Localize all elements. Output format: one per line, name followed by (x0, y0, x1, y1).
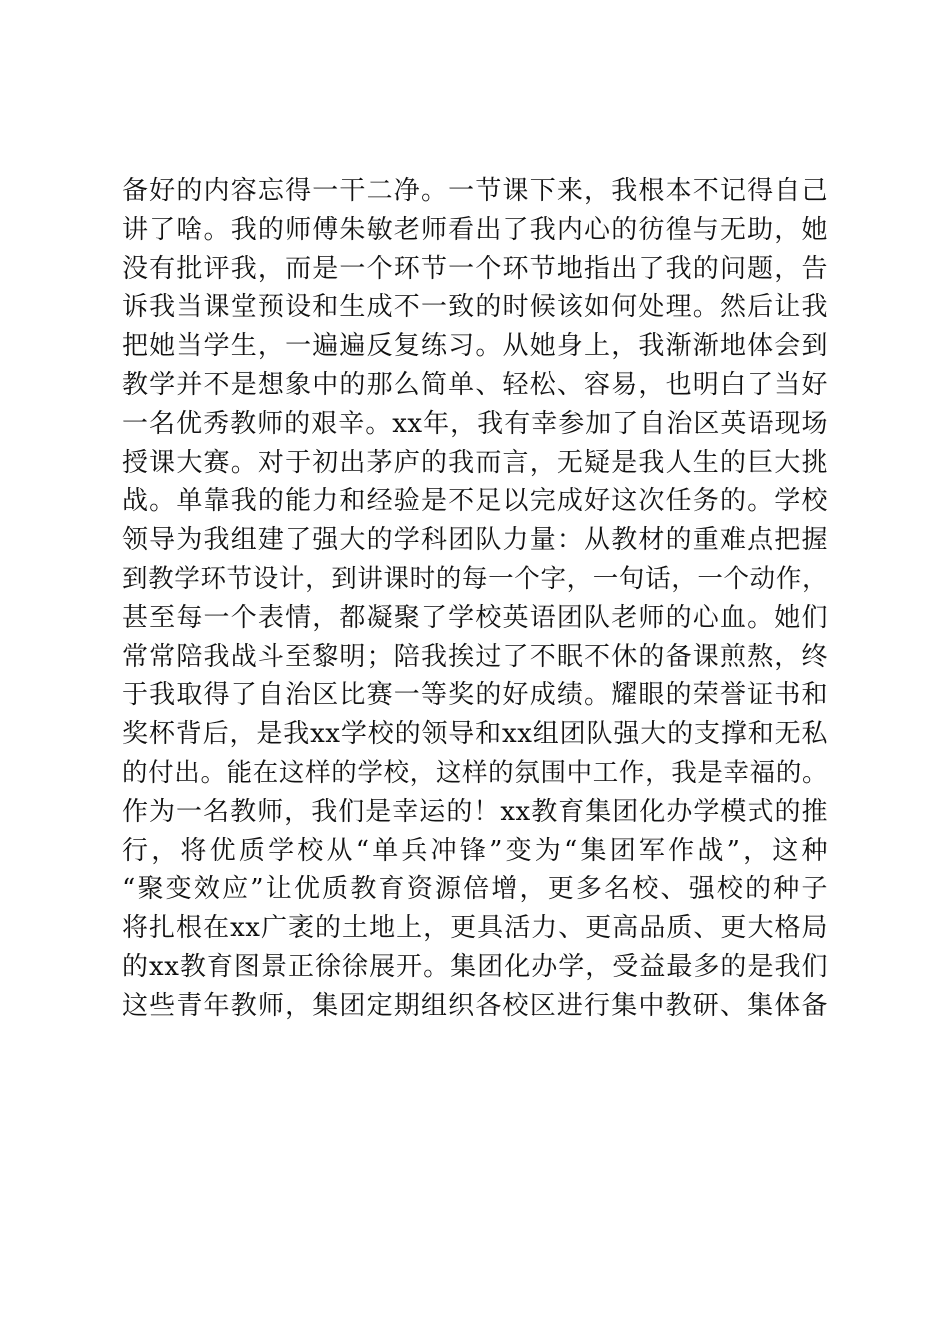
text-line: 甚至每一个表情，都凝聚了学校英语团队老师的心血。她们 (122, 602, 828, 633)
text-line: 备好的内容忘得一干二净。一节课下来，我根本不记得自己 (122, 176, 828, 206)
text-line: 诉我当课堂预设和生成不一致的时候该如何处理。然后让我 (122, 292, 828, 323)
text-line: 奖杯背后，是我xx学校的领导和xx组团队强大的支撑和无私 (122, 719, 828, 750)
text-line: 一名优秀教师的艰辛。xx年，我有幸参加了自治区英语现场 (122, 408, 828, 439)
text-line: 作为一名教师，我们是幸运的！xx教育集团化办学模式的推 (122, 796, 828, 827)
text-line: 教学并不是想象中的那么简单、轻松、容易，也明白了当好 (122, 369, 828, 400)
body-text (122, 172, 828, 1026)
text-line: 常常陪我战斗至黎明；陪我挨过了不眠不休的备课煎熬，终 (122, 641, 828, 672)
text-line: 战。单靠我的能力和经验是不足以完成好这次任务的。学校 (122, 486, 828, 517)
text-line: 讲了啥。我的师傅朱敏老师看出了我内心的彷徨与无助，她 (122, 214, 828, 245)
text-line: 的xx教育图景正徐徐展开。集团化办学，受益最多的是我们 (122, 951, 828, 982)
text-line: 将扎根在xx广袤的土地上，更具活力、更高品质、更大格局 (122, 913, 828, 944)
text-line: 领导为我组建了强大的学科团队力量：从教材的重难点把握 (122, 525, 828, 556)
text-line: 于我取得了自治区比赛一等奖的好成绩。耀眼的荣誉证书和 (122, 680, 828, 711)
text-line: 到教学环节设计，到讲课时的每一个字，一句话，一个动作， (122, 563, 828, 594)
text-line: 把她当学生，一遍遍反复练习。从她身上，我渐渐地体会到 (122, 331, 828, 362)
text-line: 授课大赛。对于初出茅庐的我而言，无疑是我人生的巨大挑 (122, 447, 828, 478)
text-line: 这些青年教师，集团定期组织各校区进行集中教研、集体备 (122, 990, 828, 1021)
text-line: 没有批评我，而是一个环节一个环节地指出了我的问题，告 (122, 253, 828, 284)
text-line: 的付出。能在这样的学校，这样的氛围中工作，我是幸福的。 (122, 757, 828, 788)
text-line: 行，将优质学校从“单兵冲锋”变为“集团军作战”，这种 (122, 835, 828, 866)
text-line: “聚变效应”让优质教育资源倍增，更多名校、强校的种子 (122, 874, 828, 905)
